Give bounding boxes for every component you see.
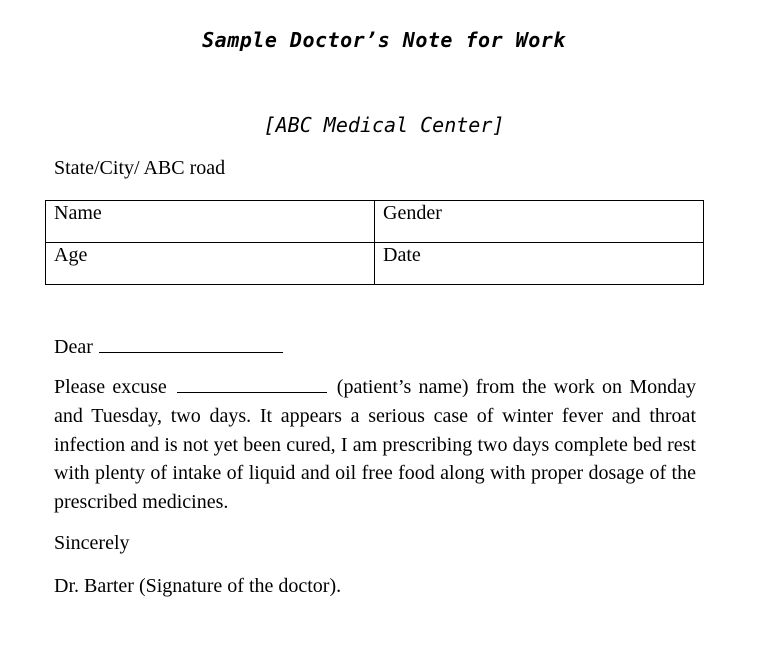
addressee-blank-line <box>99 330 283 353</box>
salutation-text: Dear <box>54 336 93 358</box>
signature-line: Dr. Barter (Signature of the doctor). <box>54 575 342 597</box>
table-row <box>46 201 704 243</box>
closing-text: Sincerely <box>54 532 130 554</box>
letter-body <box>54 373 696 517</box>
address-line: State/City/ ABC road <box>54 157 226 179</box>
patient-name-blank-line <box>177 374 327 393</box>
document-title: Sample Doctor’s Note for Work <box>202 28 566 52</box>
body-main-text: (patient’s name) from the work on Monday and Tuesday, two days. It appears a serious case of winter fever and throat infection and is not yet been cured, I am prescribing two days complete bed rest with plenty of intake of liquid and oil free food along with proper dosage of the prescribed medicines. <box>54 376 696 514</box>
salutation-line <box>54 330 283 359</box>
table-cell-gender: Gender <box>375 201 704 243</box>
table-row <box>46 243 704 285</box>
table-cell-age: Age <box>46 243 375 285</box>
body-prefix-text: Please excuse <box>54 376 167 398</box>
organization-name: [ABC Medical Center] <box>263 113 505 137</box>
patient-info-table <box>45 200 704 285</box>
table-cell-name: Name <box>46 201 375 243</box>
table-cell-date: Date <box>375 243 704 285</box>
